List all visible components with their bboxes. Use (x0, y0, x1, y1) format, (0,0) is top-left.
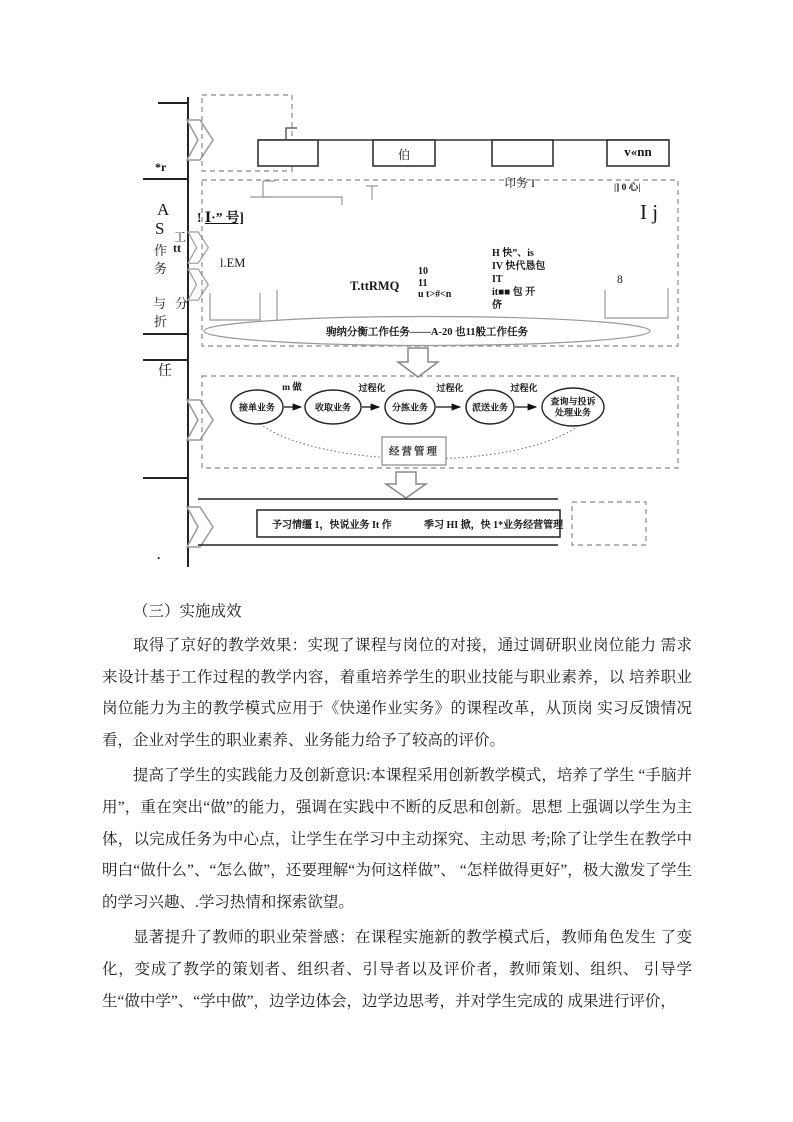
mid-line: u t>#<n (418, 289, 452, 300)
heart-label: |] 0 心| (614, 183, 641, 193)
axis-label: A (157, 200, 170, 219)
flow-step-label: 分拣业务 (391, 402, 429, 413)
flow-arrow-label: m 做 (282, 383, 302, 393)
axis-label: 工 (174, 230, 187, 244)
top-box-label: 伯 (397, 148, 411, 162)
axis-label: 分 (175, 296, 189, 311)
axis-label: 与 (153, 296, 167, 311)
axis-label: S (155, 219, 165, 238)
service-label: 卬务 I (504, 176, 535, 190)
trmq-label: T.ttRMQ (350, 279, 400, 293)
flow-arrow-label: 过程化 (436, 383, 464, 393)
axis-label: 任 (158, 364, 172, 379)
right-text-block (492, 247, 545, 312)
row2-title (197, 206, 244, 226)
ij-label: I j (640, 200, 659, 224)
section-heading: （三）实施成效 (133, 603, 242, 620)
right-line: IT (492, 274, 503, 285)
eight-label: 8 (617, 274, 623, 286)
paragraph: 提高了学生的实践能力及创新意识:本课程采用创新教学模式，培养了学生 “手脑并用”，重在突出“做”的能力，强调在实践中不断的反思和创新。思想 上强调以学生为主体，以完成任务为中心点，让学生在学习中主动探究、主动思 考;除了让学生在教学中明白“做什么”、“怎么做”，还要理解“为何这样做”、 “怎样做得更好”，极大激发了学生的学习兴趣、.学习热情和探索欲望。 (102, 767, 692, 911)
flow-step-label: 接单业务 (238, 402, 276, 413)
manage-box-label: 经营管理 (389, 446, 439, 458)
right-line: H 快”、is (492, 248, 534, 259)
axis-label: tt (173, 241, 181, 255)
row2-title-bang: ! (197, 210, 202, 225)
row2-title-main: Ⅰ·” 号] (204, 210, 244, 225)
axis-label: 务 (154, 261, 168, 276)
flow-arrow-label: 过程化 (358, 383, 386, 393)
right-line: IV 快代恳包 (492, 261, 546, 272)
flow-step-line: 处理业务 (554, 407, 592, 417)
axis-label: *r (155, 160, 167, 174)
axis-label: 折 (154, 314, 168, 329)
mid-number-block (418, 266, 451, 301)
scan-artifacts (210, 181, 668, 330)
axis-label: 作 (154, 243, 168, 258)
axis-label: . (157, 547, 161, 562)
flow-step-label: 派送业务 (471, 402, 509, 413)
flow-step-label: 收取业务 (314, 402, 352, 413)
right-line: it■■ 包 开 (492, 287, 536, 298)
mid-line: 11 (418, 277, 428, 289)
result-left-label: 予习情缰 1，快说业务 It 作 (272, 520, 392, 531)
body-text-section (102, 598, 692, 1017)
result-right-label: 季习 HI 掀，快 1*业务经营管理 (424, 520, 564, 531)
mid-line: 10 (418, 266, 428, 277)
top-box-label: v«nn (624, 144, 652, 159)
flow-step-label (550, 397, 595, 418)
right-line: 侪 (492, 300, 502, 311)
flow-arrow-label: 过程化 (510, 383, 538, 393)
paragraph: 显著提升了教师的职业荣誉感：在课程实施新的教学模式后，教师角色发生 了变化，变成了教学的策划者、组织者、引导者以及评价者，教师策划、组织、 引导学生“做中学”、“学中做”，边学边体会，边学边思考，并对学生完成的 成果进行评价， (102, 929, 692, 1010)
flow-step-line: 查询与投诉 (550, 396, 596, 407)
lem-label: l.EM (220, 256, 246, 270)
summary-ellipse-label: 驹纳分衡工作任务——A-20 也11般工作任务 (325, 327, 529, 338)
paragraph: 取得了京好的教学效果：实现了课程与岗位的对接，通过调研职业岗位能力 需求来设计基于工作过程的教学内容，着重培养学生的职业技能与职业素养，以 培养职业岗位能力为主的教学模式应用于《快递作业实务》的课程改革，从顶岗 实习反馈情况看，企业对学生的职业素养、业务能力给予了较高的评价。 (102, 637, 692, 749)
top-task-boxes (258, 128, 669, 166)
